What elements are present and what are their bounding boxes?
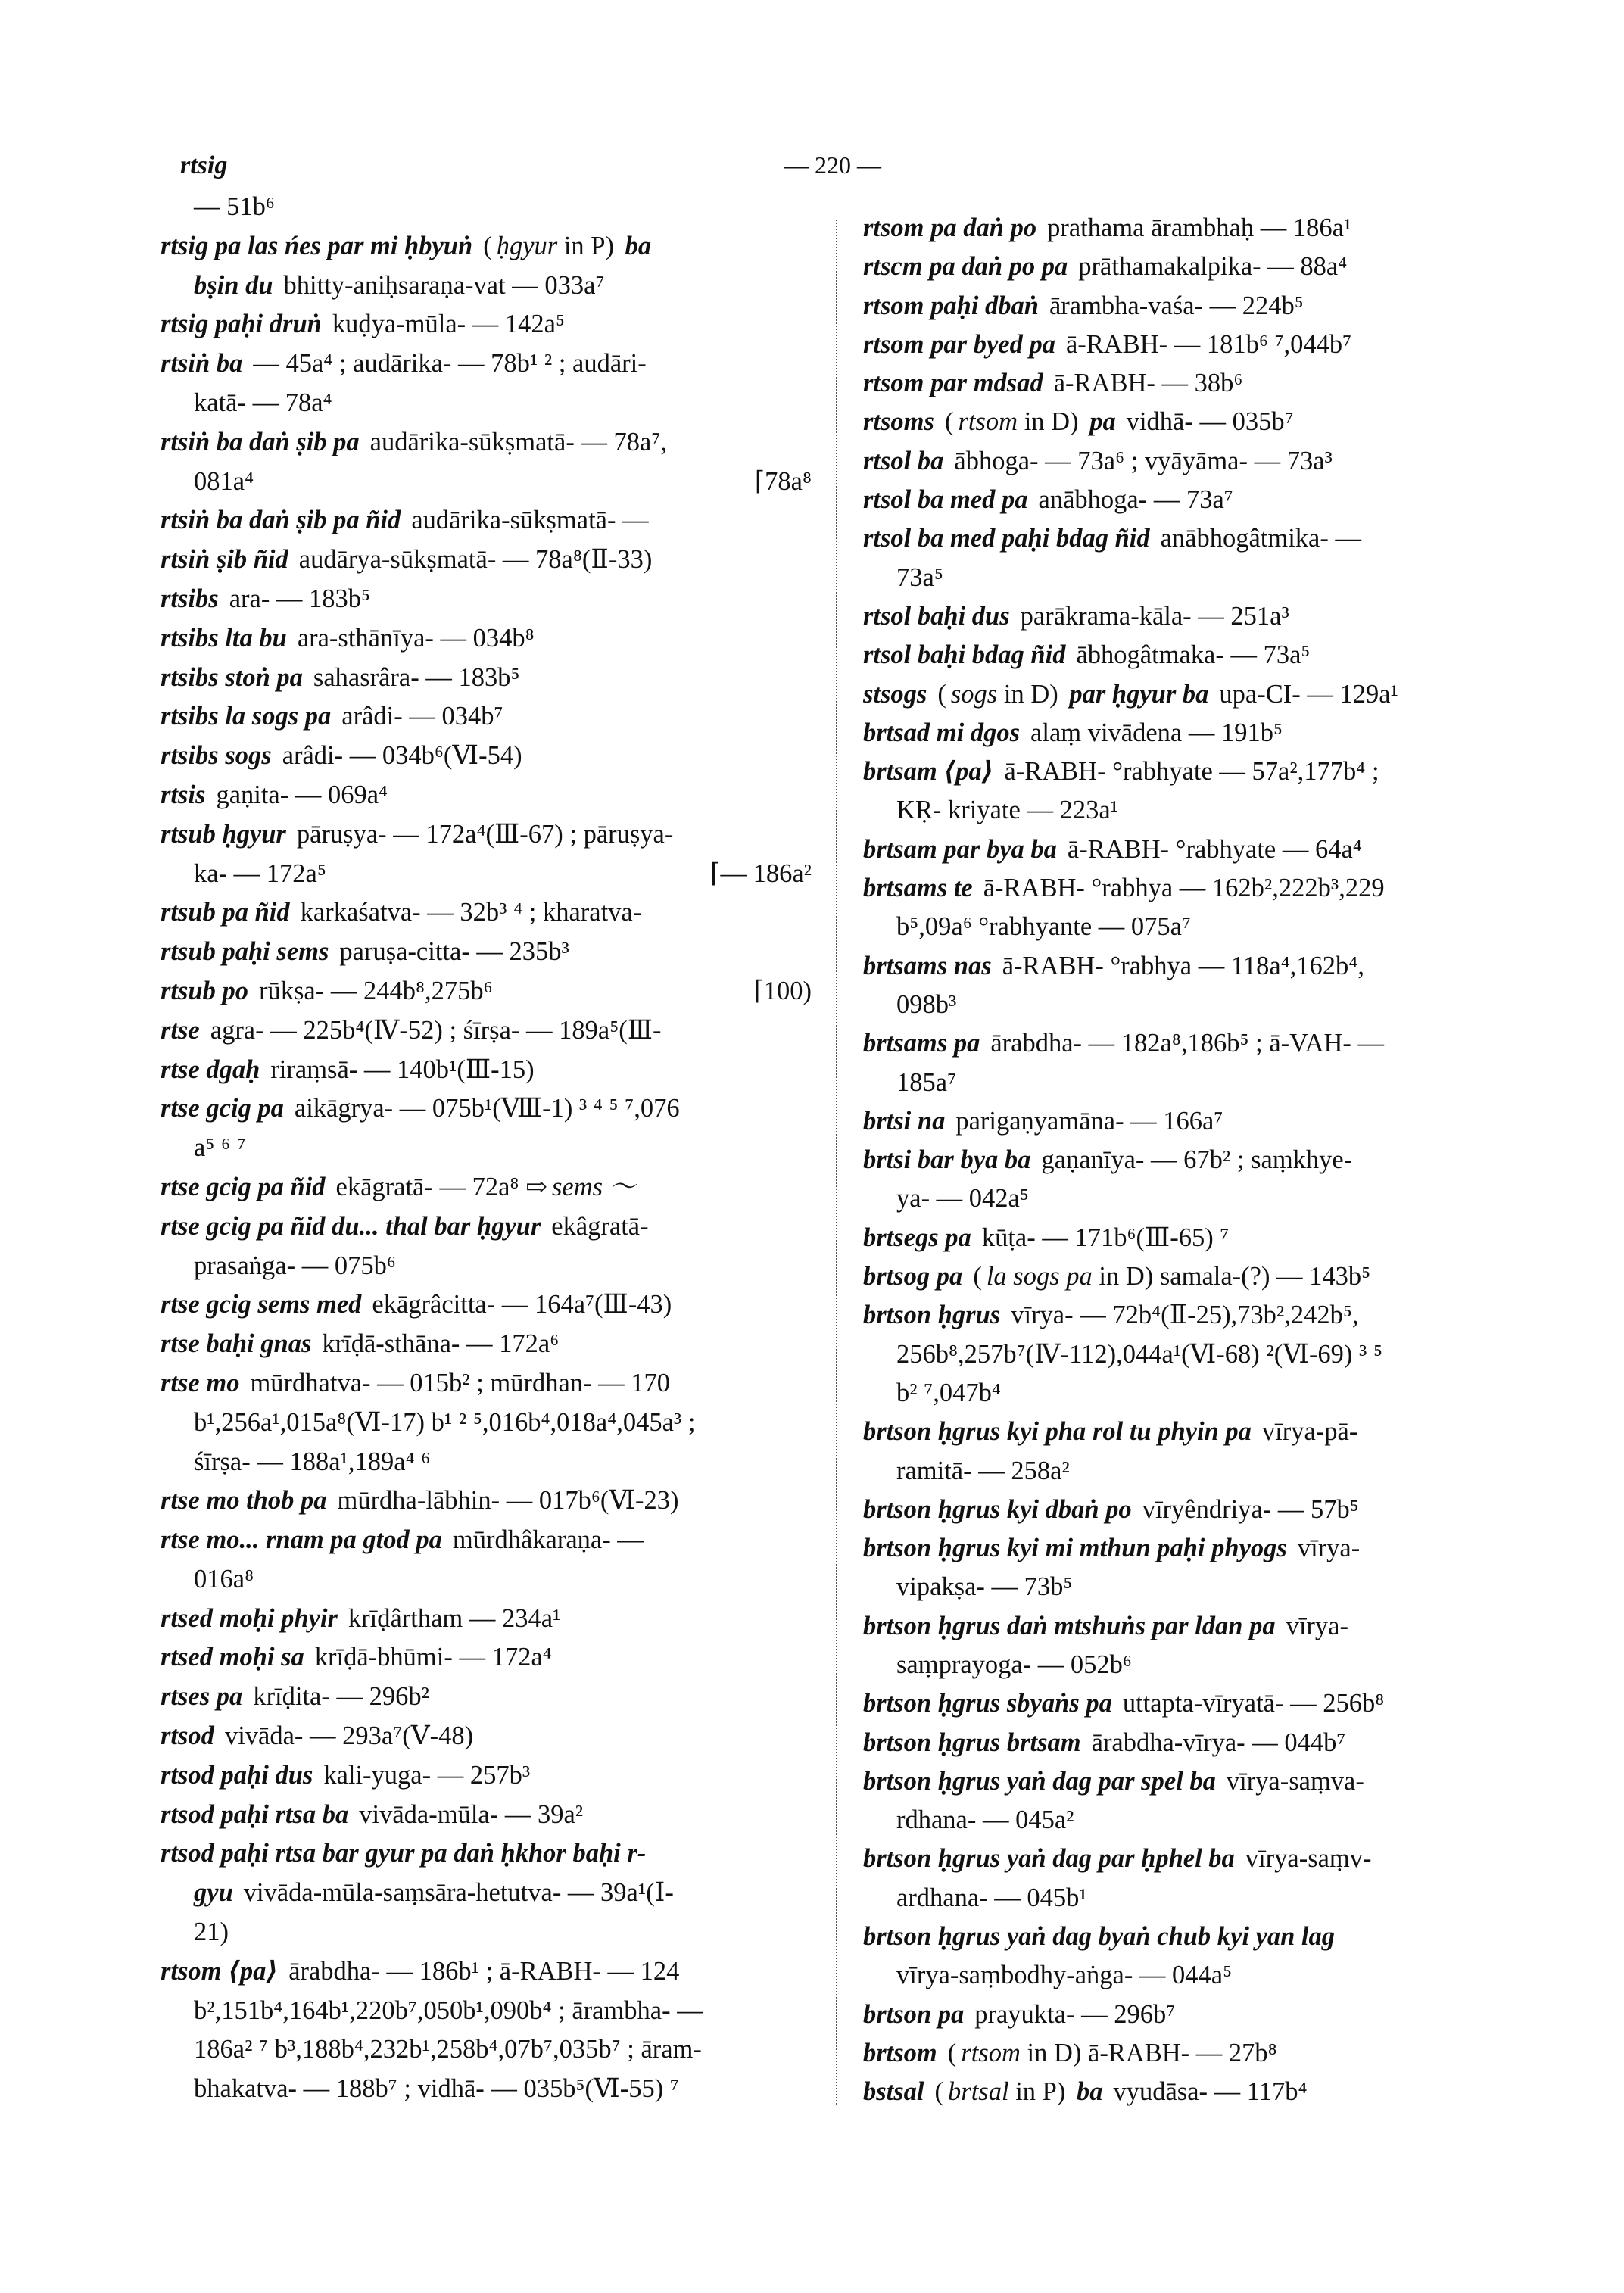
- dictionary-line: [863, 403, 1514, 441]
- dictionary-line: [863, 947, 1514, 986]
- dictionary-line: [863, 1257, 1514, 1296]
- tibetan-headword: brtsam par bya ba: [863, 834, 1057, 864]
- overflow-continuation: ⌈78a⁸: [754, 466, 812, 496]
- dictionary-line: [161, 188, 812, 227]
- dictionary-line: [161, 1011, 812, 1051]
- tibetan-headword: rtsig pa las ńes par mi ḥbyuṅ: [161, 231, 473, 260]
- dictionary-line: [161, 1443, 812, 1482]
- entry-text: ā-RABH- °rabhya — 162b²,222b³,229: [983, 874, 1385, 903]
- tibetan-headword: rtsod: [161, 1721, 214, 1751]
- dictionary-line: [161, 1560, 812, 1600]
- dictionary-line: [863, 1762, 1514, 1801]
- entry-text: vivāda- — 293a⁷(Ⅴ-48): [224, 1721, 474, 1751]
- entry-text: (: [937, 679, 946, 709]
- dictionary-line: [863, 1918, 1514, 1956]
- tibetan-headword: brtsams te: [863, 874, 973, 903]
- entry-text: vivāda-mūla- — 39a²: [359, 1799, 584, 1829]
- dictionary-line: [161, 1874, 812, 1913]
- tibetan-headword: rtsub paḥi sems: [161, 937, 329, 967]
- entry-text: ābhogâtmaka- — 73a⁵: [1076, 640, 1311, 670]
- dictionary-line: [863, 597, 1514, 636]
- entry-text: krīḍârtham — 234a¹: [348, 1603, 561, 1633]
- tibetan-headword: rtsom par byed pa: [863, 329, 1055, 359]
- entry-text: ka- — 172a⁵: [194, 858, 326, 888]
- tibetan-headword: par ḥgyur ba: [1062, 679, 1209, 709]
- dictionary-line: [161, 1638, 812, 1678]
- dictionary-line: [161, 1404, 812, 1443]
- dictionary-line: [161, 697, 812, 737]
- tibetan-headword: brtson ḥgrus yaṅ dag par spel ba: [863, 1766, 1216, 1796]
- dictionary-line: [863, 1607, 1514, 1646]
- dictionary-line: [863, 752, 1514, 791]
- entry-text: alaṃ vivādena — 191b⁵: [1030, 718, 1283, 747]
- entry-text: (: [944, 407, 954, 437]
- dictionary-line: [161, 893, 812, 933]
- entry-text: vīryêndriya- — 57b⁵: [1142, 1494, 1359, 1524]
- dictionary-line: [161, 1521, 812, 1560]
- entry-text: ā-RABH- °rabhyate — 57a²,177b⁴ ;: [1004, 757, 1379, 787]
- entry-text: in D) ā-RABH- — 27b⁸: [1020, 2038, 1277, 2067]
- tibetan-headword: brtsi na: [863, 1106, 946, 1136]
- column-divider: [836, 220, 837, 2105]
- tibetan-headword: bstsal: [863, 2077, 924, 2107]
- tibetan-headword: rtsol ba med paḥi bdag ñid: [863, 524, 1150, 553]
- entry-text: riraṃsā- — 140b¹(Ⅲ-15): [270, 1055, 535, 1084]
- dictionary-line: [161, 1756, 812, 1796]
- entry-text: upa-CI- — 129a¹: [1219, 679, 1398, 709]
- entry-text: prayukta- — 296b⁷: [974, 1999, 1176, 2029]
- entry-text: katā- — 78a⁴: [194, 388, 332, 417]
- dictionary-line: [161, 501, 812, 541]
- tibetan-headword: stsogs: [863, 679, 927, 709]
- dictionary-line: [161, 1913, 812, 1952]
- tibetan-headword: rtsom par mdsad: [863, 369, 1043, 398]
- entry-text: b⁵,09a⁶ °rabhyante — 075a⁷: [896, 912, 1192, 942]
- dictionary-line: [863, 1452, 1514, 1491]
- page-number: — 220 —: [784, 151, 881, 179]
- entry-text: b² ⁷,047b⁴: [896, 1378, 1001, 1407]
- dictionary-line: [863, 869, 1514, 908]
- entry-text: vīrya-pā-: [1261, 1417, 1358, 1447]
- overflow-continuation: ⌈100): [753, 976, 812, 1005]
- dictionary-line: [863, 1491, 1514, 1529]
- tibetan-headword: rtse: [161, 1015, 200, 1045]
- dictionary-line: [863, 830, 1514, 869]
- entry-text: parākrama-kāla- — 251a³: [1020, 601, 1289, 631]
- dictionary-line: [161, 776, 812, 815]
- entry-text: ābhoga- — 73a⁶ ; vyāyāma- — 73a³: [954, 446, 1333, 475]
- entry-text: arâdi- — 034b⁷: [341, 702, 503, 731]
- dictionary-line: [863, 1956, 1514, 1995]
- tibetan-headword: rtse gcig pa ñid du... thal bar ḥgyur: [161, 1211, 541, 1241]
- tibetan-headword: rtsed moḥi sa: [161, 1643, 304, 1672]
- entry-text: 098b³: [896, 989, 957, 1019]
- dictionary-line: [863, 1801, 1514, 1840]
- entry-text: ā-RABH- — 181b⁶ ⁷,044b⁷: [1065, 329, 1352, 359]
- tibetan-headword: pa: [1083, 407, 1116, 437]
- tibetan-headword: brtsams nas: [863, 951, 992, 980]
- tibetan-headword: brtson pa: [863, 1999, 965, 2029]
- entry-text: (: [483, 231, 492, 260]
- entry-text: a⁵ ⁶ ⁷: [194, 1133, 246, 1163]
- tibetan-headword: rtsol ba med pa: [863, 485, 1028, 515]
- entry-text: b¹,256a¹,015a⁸(Ⅵ-17) b¹ ² ⁵,016b⁴,018a⁴,045a³ ;: [194, 1407, 696, 1437]
- entry-text: — 45a⁴ ; audārika- — 78b¹ ² ; audāri-: [253, 349, 647, 379]
- tibetan-headword: rtses pa: [161, 1682, 243, 1712]
- entry-text: ā-RABH- — 38b⁶: [1053, 369, 1243, 398]
- running-head-word: rtsig: [180, 151, 228, 179]
- dictionary-line: [863, 481, 1514, 519]
- dictionary-line: [863, 559, 1514, 597]
- tibetan-headword: rtsiṅ ba: [161, 349, 243, 379]
- dictionary-line: [863, 1646, 1514, 1684]
- entry-text: gaṇita- — 069a⁴: [216, 780, 388, 809]
- tibetan-headword: rtse dgaḥ: [161, 1055, 260, 1084]
- italic-note: brtsal: [948, 2077, 1009, 2107]
- entry-text: vyudāsa- — 117b⁴: [1113, 2077, 1308, 2107]
- entry-text: 185a⁷: [896, 1067, 957, 1097]
- tibetan-headword: rtsom paḥi dbaṅ: [863, 291, 1039, 320]
- dictionary-line: [161, 266, 812, 306]
- dictionary-line: [161, 1717, 812, 1756]
- dictionary-line: [161, 1207, 812, 1247]
- dictionary-line: [161, 815, 812, 855]
- dictionary-line: [161, 933, 812, 972]
- entry-text: ardhana- — 045b¹: [896, 1883, 1087, 1912]
- dictionary-line: [863, 364, 1514, 403]
- dictionary-line: [161, 737, 812, 776]
- tibetan-headword: brtson ḥgrus kyi dbaṅ po: [863, 1494, 1132, 1524]
- dictionary-line: [161, 1796, 812, 1835]
- dictionary-line: [863, 1879, 1514, 1918]
- entry-text: arâdi- — 034b⁶(Ⅵ-54): [282, 741, 522, 771]
- entry-text: 21): [194, 1918, 229, 1947]
- dictionary-line: [863, 1141, 1514, 1179]
- tibetan-headword: rtsed moḥi phyir: [161, 1603, 338, 1633]
- dictionary-line: [161, 1992, 812, 2031]
- tibetan-headword: rtsiṅ ba daṅ ṣib pa: [161, 427, 360, 456]
- dictionary-line: [161, 541, 812, 580]
- dictionary-line: [863, 1064, 1514, 1102]
- tibetan-headword: brtson ḥgrus kyi pha rol tu phyin pa: [863, 1417, 1252, 1447]
- dictionary-line: [161, 1051, 812, 1090]
- dictionary-line: [161, 1247, 812, 1286]
- dictionary-line: [161, 1600, 812, 1639]
- tibetan-headword: rtse gcig sems med: [161, 1290, 362, 1319]
- entry-text: ārabdha- — 182a⁸,186b⁵ ; ā-VAH- —: [990, 1029, 1385, 1058]
- dictionary-line: [161, 1168, 812, 1207]
- dictionary-line: [863, 1724, 1514, 1762]
- tibetan-headword: rtsibs stoṅ pa: [161, 662, 303, 692]
- italic-note: la sogs pa: [986, 1262, 1093, 1291]
- dictionary-line: [161, 1364, 812, 1404]
- entry-text: 256b⁸,257b⁷(Ⅳ-112),044a¹(Ⅵ-68) ²(Ⅵ-69) ³ ⁵: [896, 1339, 1383, 1369]
- tibetan-headword: bṣin du: [194, 270, 273, 300]
- entry-text: audārika-sūkṣmatā- — 78a⁷,: [369, 427, 668, 456]
- entry-text: saṃprayoga- — 052b⁶: [896, 1650, 1132, 1679]
- entry-text: in D) samala-(?) — 143b⁵: [1092, 1262, 1371, 1291]
- dictionary-line: [863, 1179, 1514, 1218]
- entry-text: vipakṣa- — 73b⁵: [896, 1572, 1073, 1602]
- dictionary-line: [863, 1840, 1514, 1878]
- tibetan-headword: rtsiṅ ṣib ñid: [161, 545, 288, 575]
- overflow-continuation: ⌈— 186a²: [710, 858, 812, 888]
- italic-note: rtsom: [961, 2038, 1021, 2067]
- tibetan-headword: rtsod paḥi rtsa bar gyur pa daṅ ḥkhor baḥi r-: [161, 1839, 647, 1868]
- entry-text: — 51b⁶: [194, 192, 275, 221]
- entry-text: ekâgratā-: [551, 1211, 649, 1241]
- dictionary-line: [863, 326, 1514, 364]
- entry-text: anābhogâtmika- —: [1160, 524, 1361, 553]
- entry-text: ya- — 042a⁵: [896, 1184, 1029, 1213]
- entry-text: mūrdhâkaraṇa- —: [452, 1525, 644, 1555]
- dictionary-line: [863, 986, 1514, 1024]
- entry-text: prāthamakalpika- — 88a⁴: [1078, 252, 1348, 282]
- entry-text: (: [973, 1262, 982, 1291]
- tibetan-headword: rtsub pa ñid: [161, 898, 290, 927]
- tibetan-headword: brtsams pa: [863, 1029, 980, 1058]
- tibetan-headword: rtsoms: [863, 407, 934, 437]
- entry-text: ramitā- — 258a²: [896, 1456, 1070, 1485]
- entry-text: kūṭa- — 171b⁶(Ⅲ-65) ⁷: [981, 1223, 1230, 1252]
- dictionary-line: [161, 580, 812, 619]
- tibetan-headword: brtson ḥgrus brtsam: [863, 1728, 1081, 1757]
- entry-text: vīrya-: [1286, 1611, 1348, 1640]
- entry-text: sahasrâra- — 183b⁵: [313, 662, 520, 692]
- entry-text: rūkṣa- — 244b⁸,275b⁶: [259, 976, 493, 1005]
- entry-text: audārika-sūkṣmatā- —: [411, 506, 649, 535]
- dictionary-line: [161, 1952, 812, 1992]
- dictionary-line: [161, 384, 812, 423]
- tibetan-headword: rtsis: [161, 780, 206, 809]
- dictionary-line: [863, 791, 1514, 830]
- entry-text: anābhoga- — 73a⁷: [1038, 485, 1233, 515]
- entry-text: aikāgrya- — 075b¹(Ⅷ-1) ³ ⁴ ⁵ ⁷,076: [294, 1094, 680, 1123]
- entry-text: vīrya-saṃva-: [1226, 1766, 1364, 1796]
- entry-text: (: [934, 2077, 944, 2107]
- entry-text: vivāda-mūla-saṃsāra-hetutva- — 39a¹(Ⅰ-: [243, 1878, 674, 1908]
- tibetan-headword: rtse gcig pa: [161, 1094, 284, 1123]
- dictionary-line: [161, 659, 812, 698]
- dictionary-line: [161, 1089, 812, 1129]
- tibetan-headword: rtse mo: [161, 1368, 240, 1397]
- entry-text: vīrya-: [1297, 1534, 1361, 1563]
- dictionary-line: [863, 1529, 1514, 1568]
- entry-text: paruṣa-citta- — 235b³: [339, 937, 569, 967]
- entry-text: ekāgrâcitta- — 164a⁷(Ⅲ-43): [372, 1290, 672, 1319]
- entry-text: 081a⁴: [194, 466, 254, 496]
- entry-text: krīḍā-sthāna- — 172a⁶: [322, 1329, 560, 1359]
- entry-text: śīrṣa- — 188a¹,189a⁴ ⁶: [194, 1447, 431, 1476]
- dictionary-line: [863, 1219, 1514, 1257]
- entry-text: kali-yuga- — 257b³: [323, 1760, 531, 1790]
- dictionary-line: [863, 908, 1514, 946]
- dictionary-line: [863, 1102, 1514, 1141]
- entry-text: karkaśatva- — 32b³ ⁴ ; kharatva-: [300, 898, 642, 927]
- entry-text: in D): [997, 679, 1058, 709]
- dictionary-line: [161, 1481, 812, 1521]
- tibetan-headword: ba: [618, 231, 652, 260]
- tibetan-headword: rtsol baḥi bdag ñid: [863, 640, 1066, 670]
- dictionary-line: [863, 1995, 1514, 2034]
- tibetan-headword: brtson ḥgrus yaṅ dag par ḥphel ba: [863, 1844, 1235, 1874]
- tibetan-headword: brtson ḥgrus: [863, 1301, 1001, 1330]
- entry-text: uttapta-vīryatā- — 256b⁸: [1122, 1689, 1385, 1718]
- tibetan-headword: brtson ḥgrus kyi mi mthun paḥi phyogs: [863, 1534, 1287, 1563]
- tibetan-headword: brtson ḥgrus daṅ mtshuṅs par ldan pa: [863, 1611, 1276, 1640]
- dictionary-line: [863, 1296, 1514, 1335]
- entry-text: in P): [1008, 2077, 1066, 2107]
- dictionary-line: [161, 423, 812, 463]
- tibetan-headword: rtsol baḥi dus: [863, 601, 1010, 631]
- italic-note: rtsom: [958, 407, 1018, 437]
- tibetan-headword: rtsibs: [161, 584, 219, 613]
- dictionary-line: [863, 2034, 1514, 2073]
- dictionary-line: [863, 1413, 1514, 1451]
- entry-text: parigaṇyamāna- — 166a⁷: [955, 1106, 1223, 1136]
- dictionary-line: [863, 1024, 1514, 1063]
- dictionary-line: [161, 344, 812, 384]
- entry-text: prasaṅga- — 075b⁶: [194, 1251, 396, 1280]
- tibetan-headword: rtsiṅ ba daṅ ṣib pa ñid: [161, 506, 401, 535]
- dictionary-line: [863, 714, 1514, 752]
- tibetan-headword: brtsad mi dgos: [863, 718, 1021, 747]
- tibetan-headword: rtsom pa daṅ po: [863, 213, 1037, 242]
- tibetan-headword: rtsub ḥgyur: [161, 819, 286, 849]
- dictionary-line: [863, 1335, 1514, 1374]
- entry-text: 73a⁵: [896, 562, 943, 592]
- entry-text: gaṇanīya- — 67b² ; saṃkhye-: [1041, 1145, 1353, 1175]
- dictionary-line: [863, 1568, 1514, 1606]
- dictionary-line: [161, 305, 812, 344]
- dictionary-line: [863, 1684, 1514, 1723]
- entry-text: bhakatva- — 188b⁷ ; vidhā- — 035b⁵(Ⅵ-55) ⁷: [194, 2074, 679, 2104]
- entry-text: 186a² ⁷ b³,188b⁴,232b¹,258b⁴,07b⁷,035b⁷ ; āram-: [194, 2035, 702, 2064]
- tibetan-headword: rtsod paḥi rtsa ba: [161, 1799, 349, 1829]
- dictionary-line: [161, 1678, 812, 1717]
- entry-text: pāruṣya- — 172a⁴(Ⅲ-67) ; pāruṣya-: [296, 819, 674, 849]
- tibetan-headword: brtson ḥgrus sbyaṅs pa: [863, 1689, 1112, 1718]
- italic-note: sems ～: [551, 1172, 636, 1201]
- dictionary-line: [161, 855, 812, 894]
- entry-text: vidhā- — 035b⁷: [1126, 407, 1294, 437]
- entry-text: (: [947, 2038, 957, 2067]
- entry-text: 016a⁸: [194, 1564, 254, 1594]
- dictionary-line: [161, 1285, 812, 1325]
- dictionary-line: [161, 463, 812, 502]
- dictionary-line: [863, 442, 1514, 481]
- entry-text: in D): [1018, 407, 1079, 437]
- entry-text: ā-RABH- °rabhya — 118a⁴,162b⁴,: [1002, 951, 1364, 980]
- dictionary-line: [863, 287, 1514, 326]
- dictionary-line: [863, 248, 1514, 286]
- dictionary-line: [863, 1374, 1514, 1413]
- tibetan-headword: brtsom: [863, 2038, 937, 2067]
- italic-note: ḥgyur: [496, 231, 558, 260]
- dictionary-line: [161, 1325, 812, 1364]
- tibetan-headword: brtsam ⟨pa⟩: [863, 757, 994, 787]
- entry-text: ārabdha- — 186b¹ ; ā-RABH- — 124: [288, 1956, 680, 1986]
- entry-text: krīḍā-bhūmi- — 172a⁴: [314, 1643, 552, 1672]
- dictionary-line: [863, 675, 1514, 714]
- tibetan-headword: rtse mo thob pa: [161, 1486, 327, 1516]
- dictionary-line: [161, 619, 812, 659]
- dictionary-line: [863, 519, 1514, 558]
- tibetan-headword: brtson ḥgrus yaṅ dag byaṅ chub kyi yan lag: [863, 1922, 1336, 1952]
- entry-text: vīrya-saṃbodhy-aṅga- — 044a⁵: [896, 1961, 1233, 1990]
- tibetan-headword: rtsibs lta bu: [161, 623, 287, 653]
- tibetan-headword: brtsegs pa: [863, 1223, 971, 1252]
- tibetan-headword: rtse baḥi gnas: [161, 1329, 312, 1359]
- dictionary-line: [863, 636, 1514, 675]
- entry-text: kuḍya-mūla- — 142a⁵: [332, 310, 565, 339]
- entry-text: ara-sthānīya- — 034b⁸: [297, 623, 535, 653]
- dictionary-line: [863, 209, 1514, 248]
- entry-text: in P): [557, 231, 614, 260]
- entry-text: ekāgratā- — 72a⁸ ⇨: [335, 1172, 547, 1201]
- entry-text: ā-RABH- °rabhyate — 64a⁴: [1067, 834, 1362, 864]
- entry-text: rdhana- — 045a²: [896, 1805, 1074, 1835]
- entry-text: ārambha-vaśa- — 224b⁵: [1049, 291, 1304, 320]
- dictionary-line: [161, 1129, 812, 1168]
- dictionary-line: [161, 2070, 812, 2109]
- dictionary-line: [161, 1834, 812, 1874]
- tibetan-headword: rtsol ba: [863, 446, 944, 475]
- tibetan-headword: rtse gcig pa ñid: [161, 1172, 326, 1201]
- tibetan-headword: rtscm pa daṅ po pa: [863, 252, 1068, 282]
- tibetan-headword: rtsig paḥi druṅ: [161, 310, 322, 339]
- entry-text: bhitty-aniḥsaraṇa-vat — 033a⁷: [283, 270, 605, 300]
- entry-text: KṚ- kriyate — 223a¹: [896, 796, 1118, 825]
- tibetan-headword: rtsom ⟨pa⟩: [161, 1956, 279, 1986]
- tibetan-headword: rtse mo... rnam pa gtod pa: [161, 1525, 442, 1555]
- entry-text: prathama ārambhaḥ — 186a¹: [1047, 213, 1352, 242]
- tibetan-headword: brtsog pa: [863, 1262, 963, 1291]
- entry-text: mūrdhatva- — 015b² ; mūrdhan- — 170: [250, 1368, 671, 1397]
- entry-text: agra- — 225b⁴(Ⅳ-52) ; śīrṣa- — 189a⁵(Ⅲ-: [210, 1015, 662, 1045]
- tibetan-headword: gyu: [194, 1878, 233, 1908]
- dictionary-line: [161, 227, 812, 266]
- entry-text: mūrdha-lābhin- — 017b⁶(Ⅵ-23): [337, 1486, 679, 1516]
- entry-text: vīrya- — 72b⁴(Ⅱ-25),73b²,242b⁵,: [1011, 1301, 1359, 1330]
- left-column: [161, 188, 812, 2109]
- entry-text: b²,151b⁴,164b¹,220b⁷,050b¹,090b⁴ ; ārambha- —: [194, 1995, 703, 2025]
- entry-text: audārya-sūkṣmatā- — 78a⁸(Ⅱ-33): [298, 545, 653, 575]
- dictionary-line: [161, 2030, 812, 2070]
- right-column: [863, 209, 1514, 2112]
- tibetan-headword: ba: [1070, 2077, 1103, 2107]
- entry-text: krīḍita- — 296b²: [253, 1682, 429, 1712]
- entry-text: ara- — 183b⁵: [229, 584, 371, 613]
- tibetan-headword: rtsod paḥi dus: [161, 1760, 313, 1790]
- entry-text: ārabdha-vīrya- — 044b⁷: [1091, 1728, 1346, 1757]
- dictionary-line: [161, 972, 812, 1011]
- tibetan-headword: rtsub po: [161, 976, 248, 1005]
- dictionary-line: [863, 2073, 1514, 2111]
- tibetan-headword: rtsibs sogs: [161, 741, 272, 771]
- italic-note: sogs: [950, 679, 998, 709]
- tibetan-headword: rtsibs la sogs pa: [161, 702, 332, 731]
- tibetan-headword: brtsi bar bya ba: [863, 1145, 1031, 1175]
- entry-text: vīrya-saṃv-: [1245, 1844, 1372, 1874]
